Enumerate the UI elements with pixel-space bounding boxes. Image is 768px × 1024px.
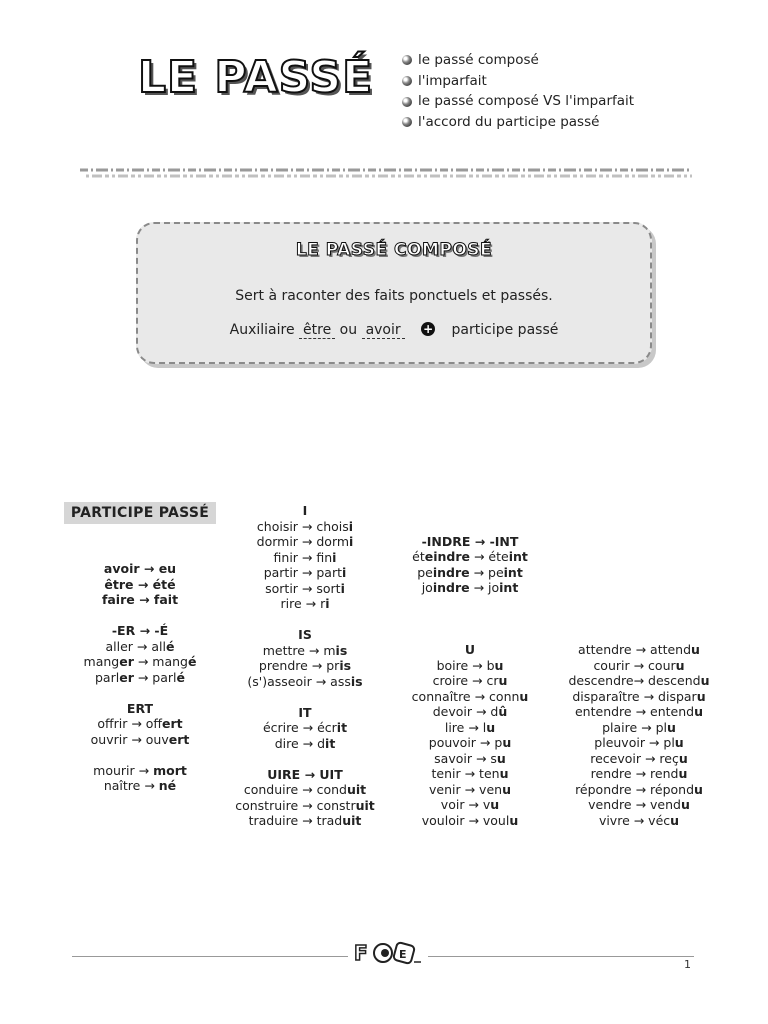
verb-ending: uit	[355, 797, 375, 813]
verb-stem: recevoir → reç	[590, 750, 679, 766]
verb-stem: → éte	[469, 549, 509, 564]
verb-line	[398, 689, 542, 705]
verb-line	[60, 577, 220, 593]
verb-line	[226, 565, 384, 581]
verb-ending: -ER → -É	[111, 623, 169, 638]
verb-ending: u	[694, 704, 703, 719]
verb-ending: u	[496, 750, 506, 766]
verb-ending: ERT	[126, 700, 154, 716]
verb-line	[60, 763, 220, 779]
page-number: 1	[684, 958, 691, 971]
verb-ending: u	[678, 766, 688, 781]
column-2	[226, 503, 384, 829]
verb-ending: i	[340, 580, 345, 596]
aux-label: Auxiliaire	[229, 322, 295, 338]
verb-line	[60, 778, 220, 794]
verb-stem: courir → cour	[593, 657, 676, 673]
verb-stem: lire → l	[444, 719, 487, 735]
verb-line	[60, 732, 220, 748]
verb-stem: disparaître → dispar	[572, 688, 697, 704]
verb-stem: dire → d	[274, 735, 326, 751]
spacer	[60, 685, 220, 701]
verb-ending: i	[325, 596, 330, 611]
verb-ending: u	[694, 781, 703, 797]
verb-stem: croire → cr	[432, 673, 499, 688]
verb-ending: u	[490, 797, 500, 812]
verb-ending: is	[335, 642, 348, 658]
verb-ending: u	[691, 642, 700, 657]
verb-line	[226, 503, 384, 519]
verb-line	[556, 751, 722, 767]
verb-ending: indre	[432, 580, 470, 595]
verb-ending: é	[188, 654, 197, 669]
verb-line	[556, 658, 722, 674]
verb-stem: (s')asseoir → ass	[247, 673, 351, 689]
verb-line	[226, 798, 384, 814]
verb-line	[556, 673, 722, 689]
verb-stem: ouvrir → ouv	[90, 731, 169, 747]
toc-item	[402, 50, 634, 71]
verb-line	[226, 705, 384, 721]
verb-ending: u	[678, 750, 688, 766]
verb-stem: aller → all	[105, 638, 166, 654]
verb-stem: conduire → cond	[243, 782, 347, 797]
column-1	[60, 530, 220, 794]
verb-stem: écrire → écr	[262, 720, 337, 735]
verb-stem: rire → r	[280, 596, 326, 611]
verb-stem: construire → constr	[235, 797, 356, 813]
verb-stem: vendre → vend	[588, 797, 681, 812]
verb-line	[226, 534, 384, 550]
verb-stem: → jo	[469, 580, 500, 595]
verb-stem: partir → part	[263, 565, 342, 580]
spacer	[398, 596, 542, 612]
verb-line	[226, 596, 384, 612]
verb-line	[398, 565, 542, 581]
verb-line	[60, 623, 220, 639]
verb-line	[60, 561, 220, 577]
verb-stem: → mang	[133, 654, 188, 669]
verb-ending: it	[325, 735, 336, 751]
verb-ending: û	[498, 704, 508, 719]
verb-line	[398, 782, 542, 798]
verb-line	[60, 592, 220, 608]
verb-line	[398, 720, 542, 736]
verb-line	[398, 735, 542, 751]
verb-ending: uit	[342, 813, 362, 828]
verb-ending: u	[486, 719, 496, 735]
verb-ending: int	[503, 564, 523, 580]
verb-stem: prendre → pr	[258, 658, 340, 673]
verb-ending: eindre	[424, 549, 470, 564]
verb-line	[226, 627, 384, 643]
verb-line	[556, 766, 722, 782]
spacer	[226, 612, 384, 628]
footer-line-left	[72, 956, 348, 957]
verb-ending: u	[502, 781, 511, 797]
pp-text: participe passé	[451, 322, 559, 338]
verb-line	[398, 580, 542, 596]
toc-item	[402, 71, 634, 92]
spacer	[398, 611, 542, 627]
verb-stem: offrir → off	[97, 716, 163, 731]
verb-ending: mort	[153, 762, 187, 778]
verb-line	[226, 643, 384, 659]
toc-item	[402, 112, 634, 133]
verb-stem: pleuvoir → pl	[594, 735, 675, 750]
verb-stem: pouvoir → p	[428, 735, 503, 750]
verb-stem: parl	[95, 669, 120, 685]
verb-line	[60, 670, 220, 686]
verb-ending: u	[680, 797, 690, 812]
verb-stem: rendre → rend	[590, 766, 679, 781]
bullet-icon	[402, 76, 412, 86]
verb-ending: u	[502, 735, 512, 750]
verb-stem: dormir → dorm	[256, 534, 350, 549]
verb-stem: voir → v	[440, 797, 491, 812]
verb-ending: it	[336, 720, 348, 735]
table-of-contents	[402, 50, 634, 133]
verb-line	[556, 689, 722, 705]
verb-stem: savoir → s	[434, 750, 497, 766]
verb-line	[226, 813, 384, 829]
verb-stem: devoir → d	[432, 704, 499, 719]
verb-line	[226, 519, 384, 535]
verb-stem: ét	[412, 549, 425, 564]
verb-stem: sortir → sort	[265, 580, 341, 596]
verb-ending: u	[700, 673, 710, 688]
verb-ending: avoir → eu	[103, 561, 177, 576]
verb-line	[398, 797, 542, 813]
verb-line	[60, 654, 220, 670]
verb-stem: mourir →	[93, 762, 154, 778]
spacer	[226, 751, 384, 767]
verb-stem: plaire → pl	[602, 719, 668, 735]
verb-stem: répondre → répond	[575, 781, 695, 797]
verb-stem: connaître → conn	[411, 688, 520, 704]
aux-etre: être	[299, 322, 335, 339]
spacer	[60, 608, 220, 624]
verb-ending: né	[158, 778, 177, 793]
verb-line	[226, 720, 384, 736]
verb-line	[398, 704, 542, 720]
verb-line	[398, 642, 542, 658]
bullet-icon	[402, 97, 412, 107]
verb-stem: attendre → attend	[578, 642, 692, 657]
verb-line	[226, 581, 384, 597]
verb-stem: vivre → véc	[598, 812, 671, 828]
verb-line	[226, 782, 384, 798]
spacer	[60, 546, 220, 562]
verb-ending: ert	[168, 731, 190, 747]
fle-logo	[352, 938, 422, 968]
verb-ending: u	[667, 719, 676, 735]
column-3	[398, 518, 542, 828]
verb-line	[398, 549, 542, 565]
verb-line	[556, 720, 722, 736]
verb-line	[398, 813, 542, 829]
verb-ending: er	[119, 654, 134, 669]
verb-ending: i	[349, 534, 354, 549]
verb-ending: u	[509, 812, 519, 828]
verb-ending: u	[499, 766, 509, 781]
verb-ending: uit	[346, 782, 367, 797]
verb-line	[556, 735, 722, 751]
page-title: LE PASSÉ	[138, 52, 374, 103]
verb-ending: faire → fait	[101, 592, 179, 607]
svg-text:F: F	[354, 941, 368, 965]
verb-stem: jo	[421, 580, 433, 595]
verb-line	[60, 701, 220, 717]
verb-stem: vouloir → voul	[421, 812, 510, 828]
verb-stem: choisir → chois	[256, 518, 349, 534]
verb-line	[60, 639, 220, 655]
verb-ending: u	[494, 657, 504, 673]
verb-stem: naître →	[103, 778, 159, 793]
box-title: LE PASSÉ COMPOSÉ	[295, 240, 493, 260]
verb-stem: entendre → entend	[574, 704, 695, 719]
aux-avoir: avoir	[362, 322, 405, 339]
verb-ending: ert	[162, 716, 183, 731]
verb-line	[556, 642, 722, 658]
verb-stem: tenir → ten	[431, 766, 500, 781]
verb-ending: é	[176, 669, 185, 685]
verb-line	[398, 766, 542, 782]
verb-ending: er	[119, 669, 134, 685]
verb-line	[226, 767, 384, 783]
dotted-separator	[80, 166, 692, 180]
spacer	[226, 689, 384, 705]
verb-ending: -INDRE → -INT	[421, 533, 519, 549]
verb-line	[398, 751, 542, 767]
verb-ending: u	[696, 688, 706, 704]
verb-stem: boire → b	[436, 657, 495, 673]
formula	[138, 322, 650, 338]
toc-item-label: le passé composé VS l'imparfait	[418, 93, 635, 110]
verb-line	[556, 704, 722, 720]
verb-ending: i	[348, 518, 354, 534]
svg-text:E: E	[399, 948, 407, 961]
verb-stem: descendre→ descend	[568, 673, 701, 688]
spacer	[398, 518, 542, 534]
verb-ending: UIRE → UIT	[267, 766, 343, 782]
definition-text: Sert à raconter des faits ponctuels et passés.	[235, 288, 553, 304]
participe-passe-label: PARTICIPE PASSÉ	[64, 502, 216, 524]
plus-icon: +	[423, 322, 434, 336]
verb-line	[226, 658, 384, 674]
verb-stem: finir → fin	[273, 549, 333, 565]
verb-ending: is	[350, 673, 363, 689]
toc-item-label: l'imparfait	[418, 72, 487, 89]
verb-line	[226, 736, 384, 752]
verb-ending: u	[498, 673, 508, 688]
verb-ending: être → été	[104, 576, 176, 592]
verb-line	[556, 797, 722, 813]
footer-line-right	[428, 956, 694, 957]
verb-line	[398, 534, 542, 550]
or-word: ou	[339, 322, 358, 338]
verb-ending: U	[464, 642, 476, 657]
verb-ending: IT	[298, 704, 312, 720]
verb-ending: u	[519, 688, 529, 704]
verb-ending: é	[165, 638, 175, 654]
column-4	[556, 642, 722, 828]
verb-stem: → parl	[133, 669, 177, 685]
toc-item-label: le passé composé	[418, 52, 539, 68]
verb-line	[60, 716, 220, 732]
spacer	[398, 627, 542, 643]
verb-ending: indre	[432, 564, 470, 580]
verb-line	[556, 813, 722, 829]
verb-ending: u	[674, 735, 684, 750]
verb-ending: i	[342, 565, 347, 580]
verb-stem: → pe	[469, 564, 504, 580]
verb-stem: mettre → m	[262, 642, 336, 658]
bullet-icon	[402, 55, 412, 65]
verb-line	[226, 674, 384, 690]
verb-ending: is	[339, 658, 352, 673]
verb-ending: u	[675, 657, 685, 673]
toc-item	[402, 91, 634, 112]
spacer	[60, 747, 220, 763]
verb-line	[226, 550, 384, 566]
verb-ending: I	[302, 503, 308, 518]
verb-line	[398, 658, 542, 674]
verb-line	[556, 782, 722, 798]
verb-line	[398, 673, 542, 689]
verb-stem: venir → ven	[429, 781, 503, 797]
definition-box	[136, 222, 652, 364]
verb-ending: i	[332, 549, 337, 565]
verb-ending: IS	[298, 627, 312, 642]
bullet-icon	[402, 117, 412, 127]
verb-ending: int	[508, 549, 528, 564]
toc-item-label: l'accord du participe passé	[418, 114, 600, 131]
verb-stem: mang	[83, 654, 120, 669]
spacer	[60, 530, 220, 546]
verb-ending: u	[670, 812, 680, 828]
verb-stem: traduire → trad	[248, 813, 343, 828]
verb-ending: int	[499, 580, 519, 595]
verb-stem: pe	[417, 564, 433, 580]
